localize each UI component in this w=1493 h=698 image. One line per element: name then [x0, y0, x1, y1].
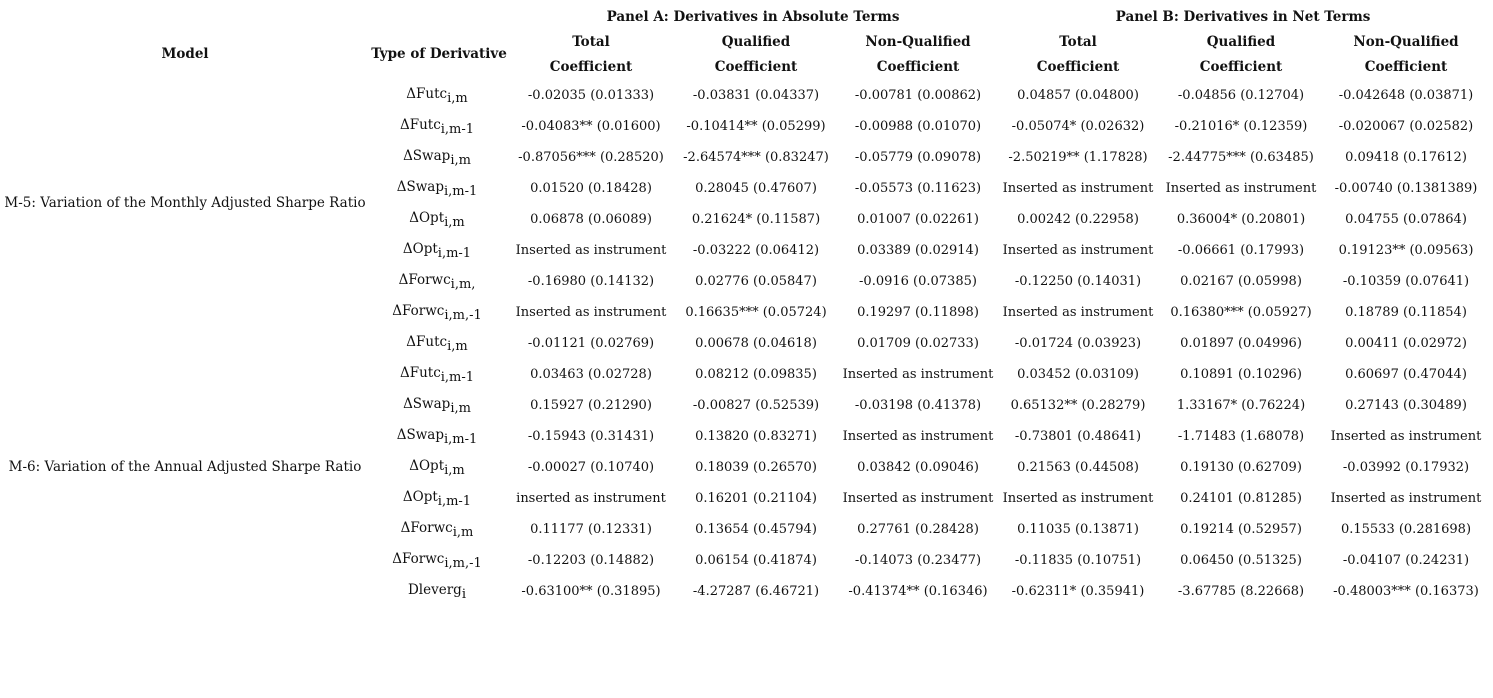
coefficient-cell: Inserted as instrument	[842, 367, 994, 382]
coefficient-cell: Inserted as instrument	[1002, 181, 1154, 196]
coefficient-cell: -0.03831 (0.04337)	[692, 88, 820, 103]
column-header-5: Qualified	[1206, 34, 1276, 50]
coefficient-cell: -2.64574*** (0.83247)	[683, 150, 829, 165]
coefficient-cell: Inserted as instrument	[1330, 491, 1482, 506]
coefficient-cell: 0.28045 (0.47607)	[695, 181, 817, 196]
column-header-1: Total	[572, 34, 610, 50]
derivative-subscript: i,m-1	[440, 122, 475, 137]
coefficient-cell: inserted as instrument	[516, 491, 666, 506]
derivative-name: ΔOpt	[409, 458, 445, 474]
column-subheader-2: Coefficient	[714, 59, 798, 75]
coefficient-cell: -0.042648 (0.03871)	[1338, 88, 1474, 103]
derivative-label	[367, 148, 507, 168]
coefficient-cell: 0.02167 (0.05998)	[1180, 274, 1302, 289]
coefficient-cell: Inserted as instrument	[515, 243, 667, 258]
coefficient-cell: -0.04856 (0.12704)	[1177, 88, 1305, 103]
column-header-6: Non-Qualified	[1353, 34, 1459, 50]
derivative-name: ΔForwc	[392, 551, 445, 567]
coefficient-cell: 0.01709 (0.02733)	[857, 336, 979, 351]
derivative-name: Dleverg	[407, 582, 462, 598]
derivative-name: ΔForwc	[400, 520, 453, 536]
coefficient-cell: -0.05779 (0.09078)	[854, 150, 982, 165]
coefficient-cell: -0.06661 (0.17993)	[1177, 243, 1305, 258]
coefficient-cell: 0.16635*** (0.05724)	[685, 305, 827, 320]
column-header-4: Total	[1059, 34, 1097, 50]
coefficient-cell: 0.27143 (0.30489)	[1345, 398, 1467, 413]
coefficient-cell: 0.11177 (0.12331)	[530, 522, 652, 537]
derivative-name: ΔFutc	[406, 86, 448, 102]
derivative-subscript: i,m-1	[443, 184, 478, 199]
derivative-label	[367, 117, 507, 137]
coefficient-cell: Inserted as instrument	[1165, 181, 1317, 196]
derivative-subscript: i,m-1	[437, 494, 472, 509]
coefficient-cell: 0.60697 (0.47044)	[1345, 367, 1467, 382]
derivative-label	[367, 427, 507, 447]
coefficient-cell: 0.16380*** (0.05927)	[1170, 305, 1312, 320]
coefficient-cell: -0.00740 (0.1381389)	[1334, 181, 1478, 196]
derivative-name: ΔFutc	[399, 365, 441, 381]
coefficient-cell: Inserted as instrument	[842, 491, 994, 506]
coefficient-cell: 0.00678 (0.04618)	[695, 336, 817, 351]
derivative-label	[367, 334, 507, 354]
coefficient-cell: -0.10414** (0.05299)	[686, 119, 826, 134]
coefficient-cell: -0.03222 (0.06412)	[692, 243, 820, 258]
coefficient-cell: Inserted as instrument	[1002, 305, 1154, 320]
column-subheader-3: Coefficient	[876, 59, 960, 75]
model-header: Model	[161, 46, 209, 62]
derivative-subscript: i,m,	[450, 277, 476, 292]
derivative-subscript: i,m,-1	[444, 308, 482, 323]
coefficient-cell: -0.03992 (0.17932)	[1342, 460, 1470, 475]
derivative-name: ΔSwap	[403, 148, 451, 164]
column-header-2: Qualified	[721, 34, 791, 50]
derivative-name: ΔForwc	[392, 303, 445, 319]
derivative-label	[367, 396, 507, 416]
coefficient-cell: 0.06878 (0.06089)	[530, 212, 652, 227]
coefficient-cell: 0.01007 (0.02261)	[857, 212, 979, 227]
column-subheader-5: Coefficient	[1199, 59, 1283, 75]
derivative-subscript: i	[461, 587, 466, 602]
coefficient-cell: -0.15943 (0.31431)	[527, 429, 655, 444]
derivative-name: ΔForwc	[398, 272, 451, 288]
coefficient-cell: -0.01121 (0.02769)	[527, 336, 655, 351]
coefficient-cell: 0.13820 (0.83271)	[695, 429, 817, 444]
derivative-subscript: i,m,-1	[444, 556, 482, 571]
coefficient-cell: -0.41374** (0.16346)	[848, 584, 988, 599]
coefficient-cell: 0.02776 (0.05847)	[695, 274, 817, 289]
coefficient-cell: 0.19297 (0.11898)	[857, 305, 979, 320]
derivative-name: ΔOpt	[402, 489, 438, 505]
column-subheader-6: Coefficient	[1364, 59, 1448, 75]
coefficient-cell: -0.04083** (0.01600)	[521, 119, 661, 134]
derivative-label	[367, 86, 507, 106]
derivative-label	[367, 365, 507, 385]
derivative-label	[367, 489, 507, 509]
derivative-label	[367, 179, 507, 199]
coefficient-cell: 0.19214 (0.52957)	[1180, 522, 1302, 537]
coefficient-cell: -1.71483 (1.68078)	[1177, 429, 1305, 444]
coefficient-cell: 0.06450 (0.51325)	[1180, 553, 1302, 568]
coefficient-cell: -2.50219** (1.17828)	[1008, 150, 1148, 165]
derivative-name: ΔSwap	[396, 179, 444, 195]
coefficient-cell: 0.18039 (0.26570)	[695, 460, 817, 475]
column-subheader-4: Coefficient	[1036, 59, 1120, 75]
derivative-name: ΔFutc	[399, 117, 441, 133]
derivative-label	[367, 272, 507, 292]
coefficient-cell: 0.11035 (0.13871)	[1017, 522, 1139, 537]
coefficient-cell: -0.01724 (0.03923)	[1014, 336, 1142, 351]
derivative-name: ΔOpt	[402, 241, 438, 257]
coefficient-cell: 0.36004* (0.20801)	[1176, 212, 1306, 227]
derivative-subscript: i,m	[452, 525, 474, 540]
coefficient-cell: -0.48003*** (0.16373)	[1333, 584, 1479, 599]
coefficient-cell: -0.12203 (0.14882)	[527, 553, 655, 568]
coefficient-cell: -0.73801 (0.48641)	[1014, 429, 1142, 444]
coefficient-cell: -0.05074* (0.02632)	[1011, 119, 1145, 134]
derivative-name: ΔSwap	[396, 427, 444, 443]
coefficient-cell: -4.27287 (6.46721)	[692, 584, 820, 599]
coefficient-cell: 0.24101 (0.81285)	[1180, 491, 1302, 506]
coefficient-cell: -0.00027 (0.10740)	[527, 460, 655, 475]
derivative-subscript: i,m	[444, 463, 465, 478]
coefficient-cell: 0.13654 (0.45794)	[695, 522, 817, 537]
derivative-label	[367, 551, 507, 571]
coefficient-cell: Inserted as instrument	[1330, 429, 1482, 444]
coefficient-cell: -0.87056*** (0.28520)	[518, 150, 664, 165]
derivative-name: ΔSwap	[403, 396, 451, 412]
coefficient-cell: Inserted as instrument	[1002, 243, 1154, 258]
coefficient-cell: Inserted as instrument	[515, 305, 667, 320]
coefficient-cell: -0.0916 (0.07385)	[859, 274, 977, 289]
coefficient-cell: 0.21624* (0.11587)	[691, 212, 821, 227]
column-subheader-1: Coefficient	[549, 59, 633, 75]
coefficient-cell: 0.10891 (0.10296)	[1180, 367, 1302, 382]
derivative-label	[367, 303, 507, 323]
panel-a-title: Panel A: Derivatives in Absolute Terms	[606, 9, 900, 25]
coefficient-cell: Inserted as instrument	[1002, 491, 1154, 506]
coefficient-cell: -0.16980 (0.14132)	[527, 274, 655, 289]
panel-b-title: Panel B: Derivatives in Net Terms	[1115, 9, 1371, 25]
coefficient-cell: -0.10359 (0.07641)	[1342, 274, 1470, 289]
coefficient-cell: 0.65132** (0.28279)	[1010, 398, 1146, 413]
coefficient-cell: 0.01520 (0.18428)	[530, 181, 652, 196]
coefficient-cell: -0.14073 (0.23477)	[854, 553, 982, 568]
coefficient-cell: Inserted as instrument	[842, 429, 994, 444]
coefficient-cell: 0.18789 (0.11854)	[1345, 305, 1467, 320]
coefficient-cell: 0.09418 (0.17612)	[1345, 150, 1467, 165]
derivative-subscript: i,m	[447, 339, 468, 354]
derivative-subscript: i,m-1	[443, 432, 478, 447]
coefficient-cell: -0.11835 (0.10751)	[1014, 553, 1142, 568]
coefficient-cell: -2.44775*** (0.63485)	[1168, 150, 1314, 165]
coefficient-cell: -0.00988 (0.01070)	[854, 119, 982, 134]
coefficient-cell: 0.27761 (0.28428)	[857, 522, 979, 537]
coefficient-cell: 0.15927 (0.21290)	[530, 398, 652, 413]
coefficient-cell: 0.00242 (0.22958)	[1017, 212, 1139, 227]
derivative-label	[367, 241, 507, 261]
coefficient-cell: -3.67785 (8.22668)	[1177, 584, 1305, 599]
coefficient-cell: 0.16201 (0.21104)	[695, 491, 817, 506]
derivative-subscript: i,m	[447, 91, 468, 106]
coefficient-cell: 0.04755 (0.07864)	[1345, 212, 1467, 227]
coefficient-cell: -0.62311* (0.35941)	[1011, 584, 1145, 599]
coefficient-cell: 0.06154 (0.41874)	[695, 553, 817, 568]
derivative-subscript: i,m	[450, 401, 471, 416]
coefficient-cell: 0.08212 (0.09835)	[695, 367, 817, 382]
model-label-6: M-6: Variation of the Annual Adjusted Sharpe Ratio	[8, 459, 362, 475]
coefficient-cell: -0.02035 (0.01333)	[527, 88, 655, 103]
derivative-subscript: i,m	[444, 215, 465, 230]
type-of-derivative-header: Type of Derivative	[371, 46, 507, 62]
coefficient-cell: 0.19130 (0.62709)	[1180, 460, 1302, 475]
coefficient-cell: -0.00827 (0.52539)	[692, 398, 820, 413]
model-label-5: M-5: Variation of the Monthly Adjusted Sharpe Ratio	[4, 195, 366, 211]
coefficient-cell: -0.04107 (0.24231)	[1342, 553, 1470, 568]
coefficient-cell: -0.03198 (0.41378)	[854, 398, 982, 413]
coefficient-cell: 0.03842 (0.09046)	[857, 460, 979, 475]
coefficient-cell: -0.05573 (0.11623)	[854, 181, 982, 196]
derivative-label	[367, 582, 507, 602]
derivative-label	[367, 210, 507, 230]
coefficient-cell: -0.63100** (0.31895)	[521, 584, 661, 599]
derivative-subscript: i,m-1	[440, 370, 475, 385]
derivative-label	[367, 520, 507, 540]
coefficient-cell: 1.33167* (0.76224)	[1176, 398, 1306, 413]
coefficient-cell: 0.21563 (0.44508)	[1017, 460, 1139, 475]
coefficient-cell: 0.03389 (0.02914)	[857, 243, 979, 258]
coefficient-cell: 0.03463 (0.02728)	[530, 367, 652, 382]
derivative-name: ΔFutc	[406, 334, 448, 350]
derivative-subscript: i,m	[450, 153, 471, 168]
coefficient-cell: -0.00781 (0.00862)	[854, 88, 982, 103]
derivative-subscript: i,m-1	[437, 246, 472, 261]
coefficient-cell: 0.00411 (0.02972)	[1345, 336, 1467, 351]
coefficient-cell: 0.03452 (0.03109)	[1017, 367, 1139, 382]
coefficient-cell: 0.04857 (0.04800)	[1017, 88, 1139, 103]
coefficient-cell: -0.21016* (0.12359)	[1174, 119, 1308, 134]
coefficient-cell: 0.15533 (0.281698)	[1340, 522, 1472, 537]
derivative-label	[367, 458, 507, 478]
column-header-3: Non-Qualified	[865, 34, 971, 50]
derivative-name: ΔOpt	[409, 210, 445, 226]
coefficient-cell: -0.12250 (0.14031)	[1014, 274, 1142, 289]
coefficient-cell: -0.020067 (0.02582)	[1338, 119, 1474, 134]
coefficient-cell: 0.01897 (0.04996)	[1180, 336, 1302, 351]
coefficient-cell: 0.19123** (0.09563)	[1338, 243, 1474, 258]
